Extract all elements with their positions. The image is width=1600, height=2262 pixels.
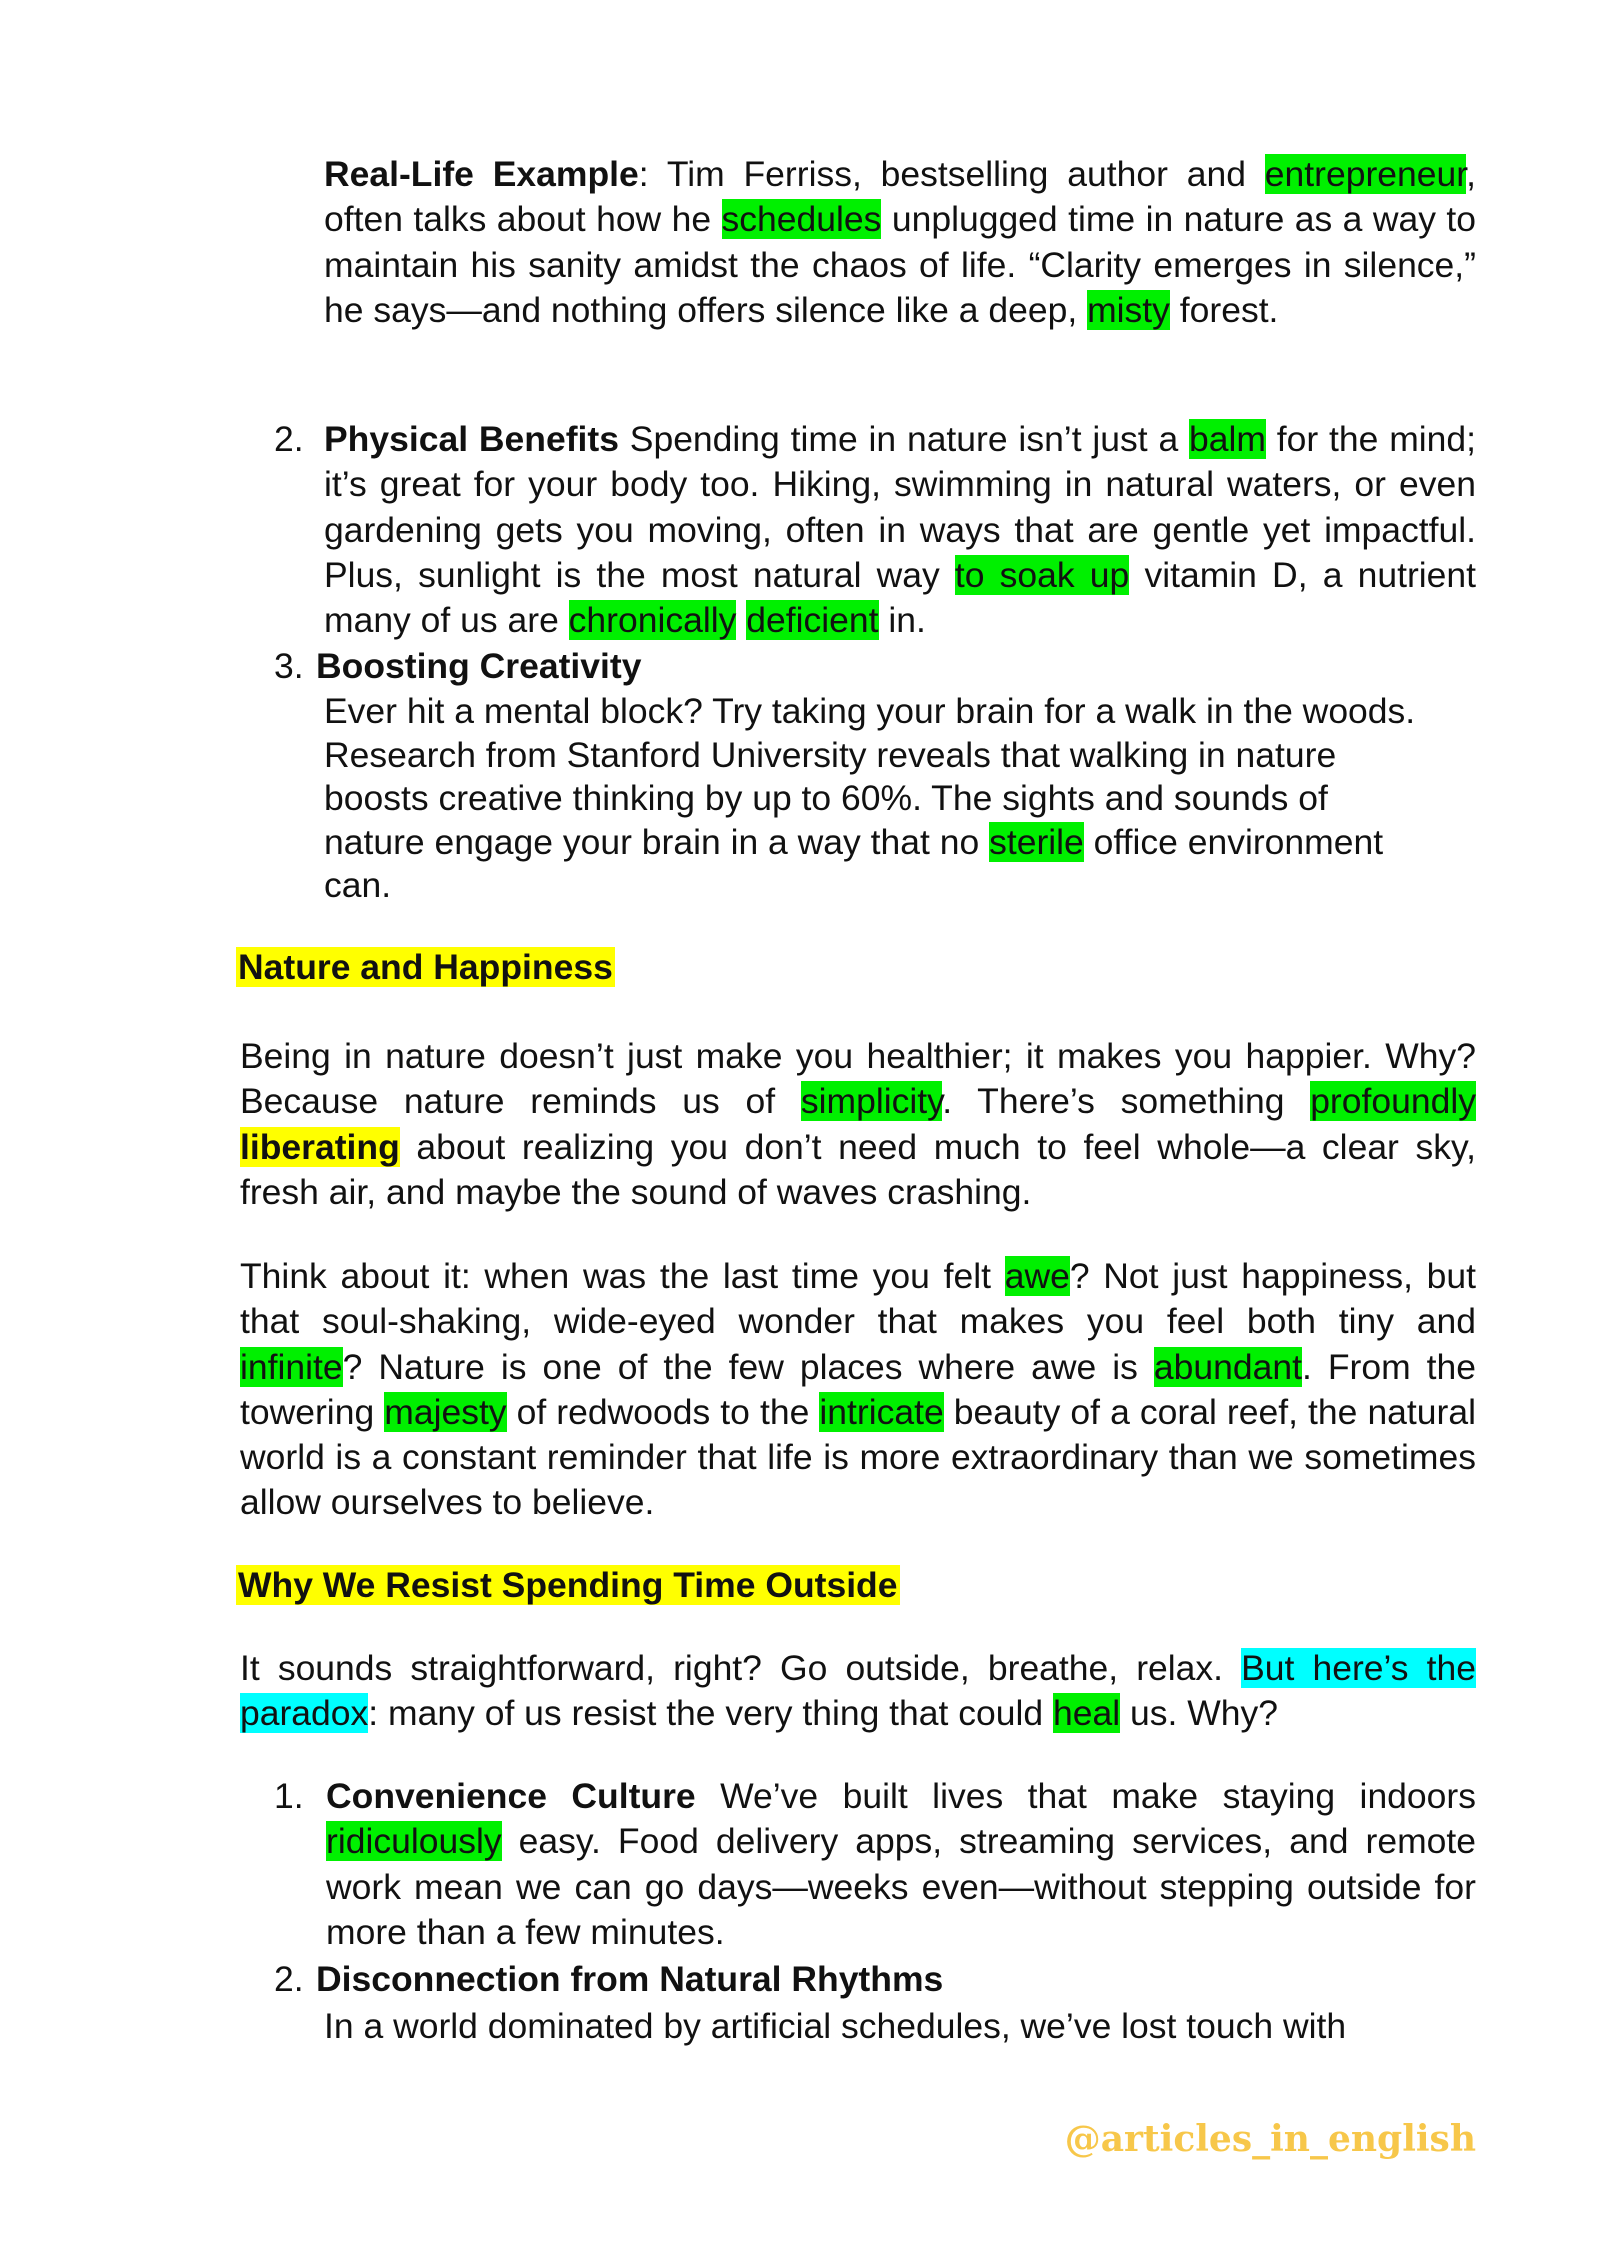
highlight-word: abundant — [1153, 1346, 1302, 1387]
resist-paragraph — [240, 1646, 1476, 1737]
highlight-word: intricate — [819, 1391, 944, 1432]
real-life-example-paragraph — [324, 152, 1476, 333]
list-item-boosting-creativity — [324, 690, 1504, 908]
text-run: We’ve built lives that make staying indoors — [695, 1776, 1476, 1816]
text-run: beauty of a coral reef, the natural world is a constant reminder that life is more extraordinary than we sometimes allow ourselves to believe. — [240, 1391, 1476, 1523]
heading-text: Why We Resist Spending Time Outside — [238, 1565, 898, 1605]
list-item-title: Convenience Culture — [326, 1776, 696, 1816]
text-line: boosts creative thinking by up to 60%. The sights and sounds of — [324, 778, 1328, 818]
text-run: forest. — [1169, 289, 1279, 330]
list-number: 1. — [274, 1776, 304, 1816]
text-run: of redwoods to the — [506, 1391, 820, 1432]
watermark-handle: @articles_in_english — [1064, 2118, 1476, 2160]
text-run: Being in nature doesn’t just make you healthier; it makes you happier. Why? Because nature reminds us of — [240, 1036, 1476, 1122]
text-line: Ever hit a mental block? Try taking your brain for a walk in the woods. — [324, 691, 1416, 731]
happiness-paragraph-2 — [240, 1254, 1476, 1526]
list-item-title: Disconnection from Natural Rhythms — [316, 1959, 944, 1999]
text-run: us. Why? — [1120, 1693, 1278, 1734]
highlight-word: misty — [1087, 289, 1170, 330]
highlight-word: to soak up — [954, 554, 1130, 595]
text-run: , often talks about how he — [324, 154, 1476, 240]
highlight-word: infinite — [240, 1346, 343, 1387]
text-run: office environment — [1083, 821, 1384, 862]
highlight-word: awe — [1004, 1256, 1070, 1296]
text-run: in. — [878, 600, 926, 641]
text-line — [324, 821, 1504, 865]
text-line: Research from Stanford University reveals that walking in nature — [324, 734, 1337, 775]
highlight-word: heal — [1053, 1693, 1121, 1734]
text-run: ? Nature is one of the few places where awe is — [342, 1346, 1154, 1387]
list-number: 2. — [274, 419, 304, 459]
text-line: In a world dominated by artificial schedules, we’ve lost touch with — [324, 2006, 1347, 2046]
text-run: unplugged time in nature as a way to maintain his sanity amidst the chaos of life. “Clarity emerges in silence,” he says—and nothing offers silence like a deep, — [324, 199, 1476, 330]
list-item-convenience-culture — [326, 1774, 1476, 1955]
text-run: . There’s something — [942, 1081, 1311, 1122]
section-heading-why-resist — [236, 1563, 900, 1608]
happiness-paragraph-1 — [240, 1034, 1476, 1215]
text-line: can. — [324, 865, 392, 905]
text-run: Think about it: when was the last time you felt — [240, 1256, 1005, 1296]
highlight-word-bold: liberating — [240, 1126, 400, 1167]
text-run: Spending time in nature isn’t just a — [618, 419, 1189, 459]
list-item-physical-benefits — [324, 417, 1476, 643]
highlight-word: ridiculously — [326, 1821, 502, 1862]
text-run: ? Not just happiness, but that soul-shaking, wide-eyed wonder that makes you feel both tiny and — [240, 1256, 1476, 1342]
text-run: for the mind; it’s great for your body too. Hiking, swimming in natural waters, or even gardening gets you moving, often in ways that are gentle yet impactful. Plus, sunlight is the most natural way — [324, 419, 1476, 595]
highlight-word: profoundly — [1310, 1081, 1476, 1122]
text-run: . From the towering — [240, 1346, 1476, 1432]
list-number: 2. — [274, 1959, 304, 1999]
list-item-title: Boosting Creativity — [316, 646, 642, 686]
text-run: : Tim Ferriss, bestselling author and — [638, 154, 1265, 194]
text-run: about realizing you don’t need much to feel whole—a clear sky, fresh air, and maybe the sound of waves crashing. — [240, 1126, 1476, 1212]
highlight-word: entrepreneur — [1264, 154, 1467, 194]
highlight-phrase: But here’s the paradox — [240, 1648, 1476, 1734]
highlight-word: chronically — [568, 600, 737, 641]
highlight-word: majesty — [384, 1391, 507, 1432]
text-run — [736, 600, 746, 640]
highlight-word: sterile — [989, 821, 1084, 862]
text-run: It sounds straightforward, right? Go outside, breathe, relax. — [240, 1648, 1242, 1688]
text-run: : many of us resist the very thing that could — [368, 1693, 1053, 1734]
section-heading-nature-happiness — [236, 945, 615, 990]
real-life-example-label: Real-Life Example — [324, 154, 639, 194]
highlight-word: schedules — [721, 199, 882, 240]
heading-text: Nature and Happiness — [238, 947, 613, 987]
list-item-title: Physical Benefits — [324, 419, 619, 459]
highlight-word: deficient — [746, 600, 879, 641]
text-run: easy. Food delivery apps, streaming services, and remote work mean we can go days—weeks even—without stepping outside for more than a few minutes. — [326, 1821, 1476, 1952]
highlight-word: balm — [1189, 419, 1266, 459]
highlight-word: simplicity — [800, 1081, 943, 1122]
text-run: vitamin D, a nutrient many of us are — [324, 554, 1477, 641]
text-run: nature engage your brain in a way that no — [324, 821, 990, 862]
list-number: 3. — [274, 646, 304, 686]
